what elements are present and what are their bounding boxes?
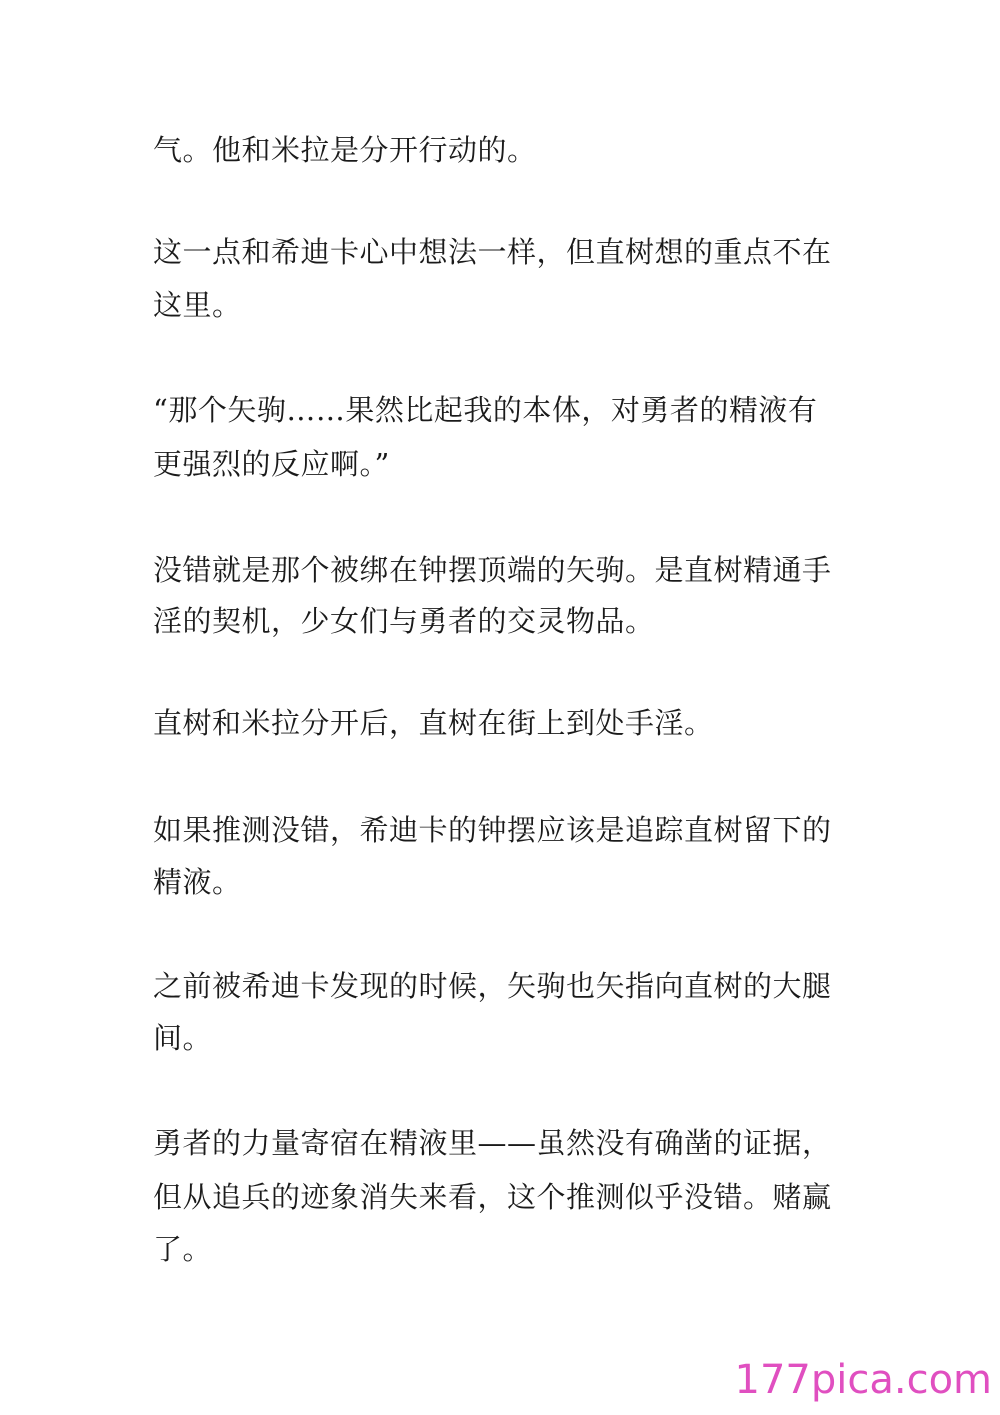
- paragraph-8-line-2: 但从追兵的迹象消失来看，这个推测似乎没错。赌赢: [153, 1180, 832, 1214]
- paragraph-7-line-2: 间。: [153, 1021, 213, 1055]
- paragraph-7-line-1: 之前被希迪卡发现的时候，矢驹也矢指向直树的大腿: [153, 969, 832, 1003]
- paragraph-8-line-3: 了。: [153, 1232, 213, 1266]
- paragraph-6-line-2: 精液。: [153, 865, 242, 899]
- paragraph-4-line-1: 没错就是那个被绑在钟摆顶端的矢驹。是直树精通手: [153, 553, 832, 587]
- paragraph-4-line-2: 淫的契机，少女们与勇者的交灵物品。: [153, 604, 655, 638]
- paragraph-8-line-1: 勇者的力量寄宿在精液里——虽然没有确凿的证据，: [153, 1126, 832, 1160]
- paragraph-6-line-1: 如果推测没错，希迪卡的钟摆应该是追踪直树留下的: [153, 813, 832, 847]
- paragraph-3-line-2: 更强烈的反应啊。”: [153, 447, 390, 481]
- paragraph-3-line-1: “那个矢驹……果然比起我的本体，对勇者的精液有: [153, 393, 818, 427]
- paragraph-2-line-2: 这里。: [153, 288, 242, 322]
- paragraph-1-line-1: 气。他和米拉是分开行动的。: [153, 133, 537, 167]
- paragraph-5-line-1: 直树和米拉分开后，直树在街上到处手淫。: [153, 706, 714, 740]
- paragraph-2-line-1: 这一点和希迪卡心中想法一样，但直树想的重点不在: [153, 235, 832, 269]
- site-watermark: 177pica.com: [734, 1357, 992, 1403]
